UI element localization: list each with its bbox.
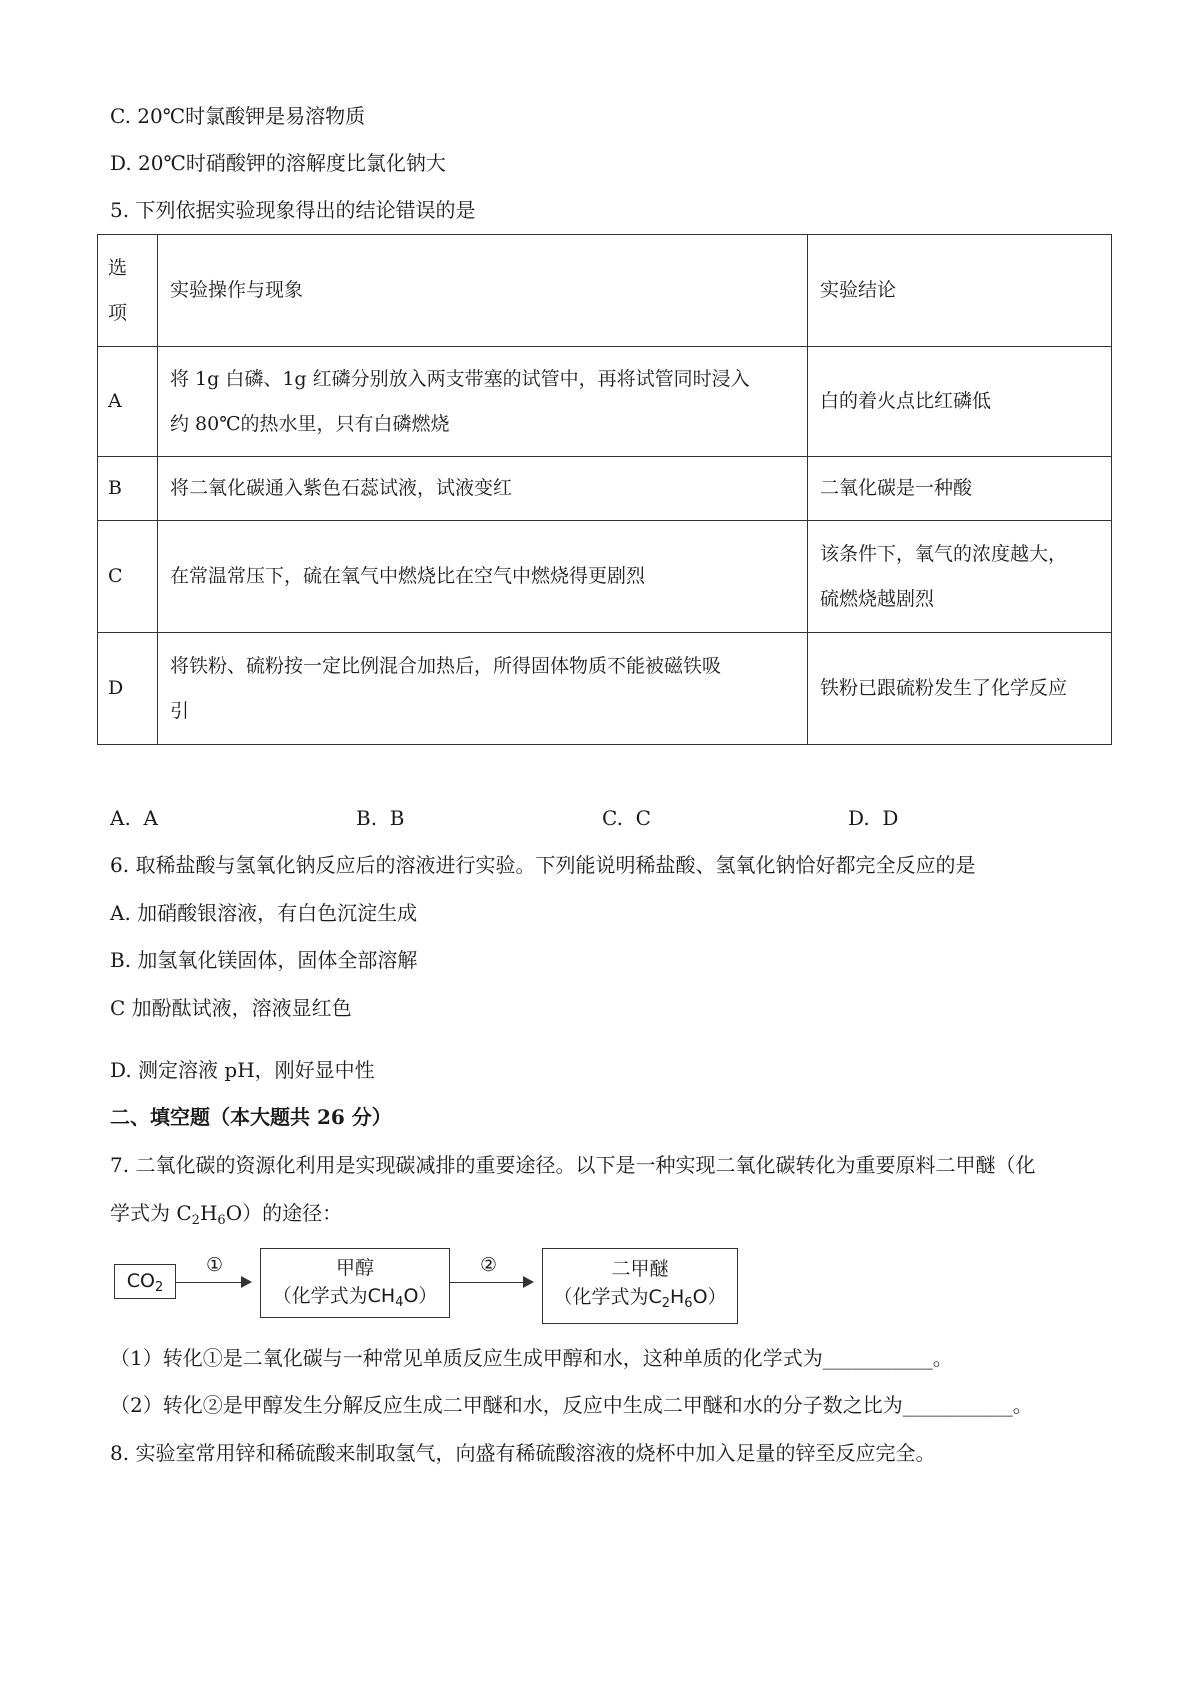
question-7-line1: 7. 二氧化碳的资源化利用是实现碳减排的重要途径。以下是一种实现二氧化碳转化为重要原料二甲醚（化 [110,1153,1036,1177]
row-operation: 将 1g 白磷、1g 红磷分别放入两支带塞的试管中，再将试管同时浸入 约 80℃的热水里，只有白磷燃烧 [158,347,808,457]
section-2-heading: 二、填空题（本大题共 26 分） [110,1105,392,1129]
co2-box: $CO_2$ [114,1264,176,1299]
q4-option-d: D. 20℃时硝酸钾的溶解度比氯化钠大 [110,151,446,175]
table-row [98,521,1112,633]
methanol-box: 甲醇 （化学式为$CH_4O$） [260,1248,450,1318]
dimethyl-ether-box: 二甲醚 （化学式为$C_2H_6O$） [542,1248,738,1324]
question-6: 6. 取稀盐酸与氢氧化钠反应后的溶液进行实验。下列能说明稀盐酸、氢氧化钠恰好都完全反应的是 [110,853,976,877]
row-conclusion: 二氧化碳是一种酸 [808,457,1112,521]
row-conclusion: 白的着火点比红磷低 [808,347,1112,457]
header-option: 选 项 [98,235,158,347]
q4-option-c: C. 20℃时氯酸钾是易溶物质 [110,104,366,128]
question-5: 5. 下列依据实验现象得出的结论错误的是 [110,198,476,222]
step-1-label: ① [206,1254,224,1276]
question-7-part-1: （1）转化①是二氧化碳与一种常见单质反应生成甲醇和水，这种单质的化学式为___________。 [110,1346,953,1370]
q5-choices [110,805,1110,831]
table-row [98,633,1112,745]
row-key: C [98,521,158,633]
row-operation: 在常温常压下，硫在氧气中燃烧比在空气中燃烧得更剧烈 [158,521,808,633]
row-key: A [98,347,158,457]
arrow-2 [450,1282,532,1283]
row-key: D [98,633,158,745]
choice-a: A. A [110,806,158,830]
question-8: 8. 实验室常用锌和稀硫酸来制取氢气，向盛有稀硫酸溶液的烧杯中加入足量的锌至反应完全。 [110,1441,936,1465]
table-row [98,347,1112,457]
choice-d: D. D [848,806,899,830]
row-conclusion: 铁粉已跟硫粉发生了化学反应 [808,633,1112,745]
q6-option-a: A. 加硝酸银溶液，有白色沉淀生成 [110,901,418,925]
q6-option-d: D. 测定溶液 pH，刚好显中性 [110,1058,375,1082]
header-conclusion: 实验结论 [808,235,1112,347]
choice-b: B. B [356,806,405,830]
arrow-1 [176,1282,250,1283]
conversion-flowchart [110,1248,740,1324]
question-7-line2: 学式为 $C_2H_6O$）的途径： [110,1201,343,1228]
row-operation: 将铁粉、硫粉按一定比例混合加热后，所得固体物质不能被磁铁吸 引 [158,633,808,745]
experiment-table [97,234,1112,745]
question-7-part-2: （2）转化②是甲醇发生分解反应生成二甲醚和水，反应中生成二甲醚和水的分子数之比为___________。 [110,1393,1033,1417]
table-header-row [98,235,1112,347]
step-2-label: ② [480,1254,498,1276]
row-operation: 将二氧化碳通入紫色石蕊试液，试液变红 [158,457,808,521]
q6-option-c: C 加酚酞试液，溶液显红色 [110,996,352,1020]
row-key: B [98,457,158,521]
header-operation: 实验操作与现象 [158,235,808,347]
table-row [98,457,1112,521]
choice-c: C. C [602,806,651,830]
row-conclusion: 该条件下，氧气的浓度越大， 硫燃烧越剧烈 [808,521,1112,633]
q6-option-b: B. 加氢氧化镁固体，固体全部溶解 [110,948,418,972]
